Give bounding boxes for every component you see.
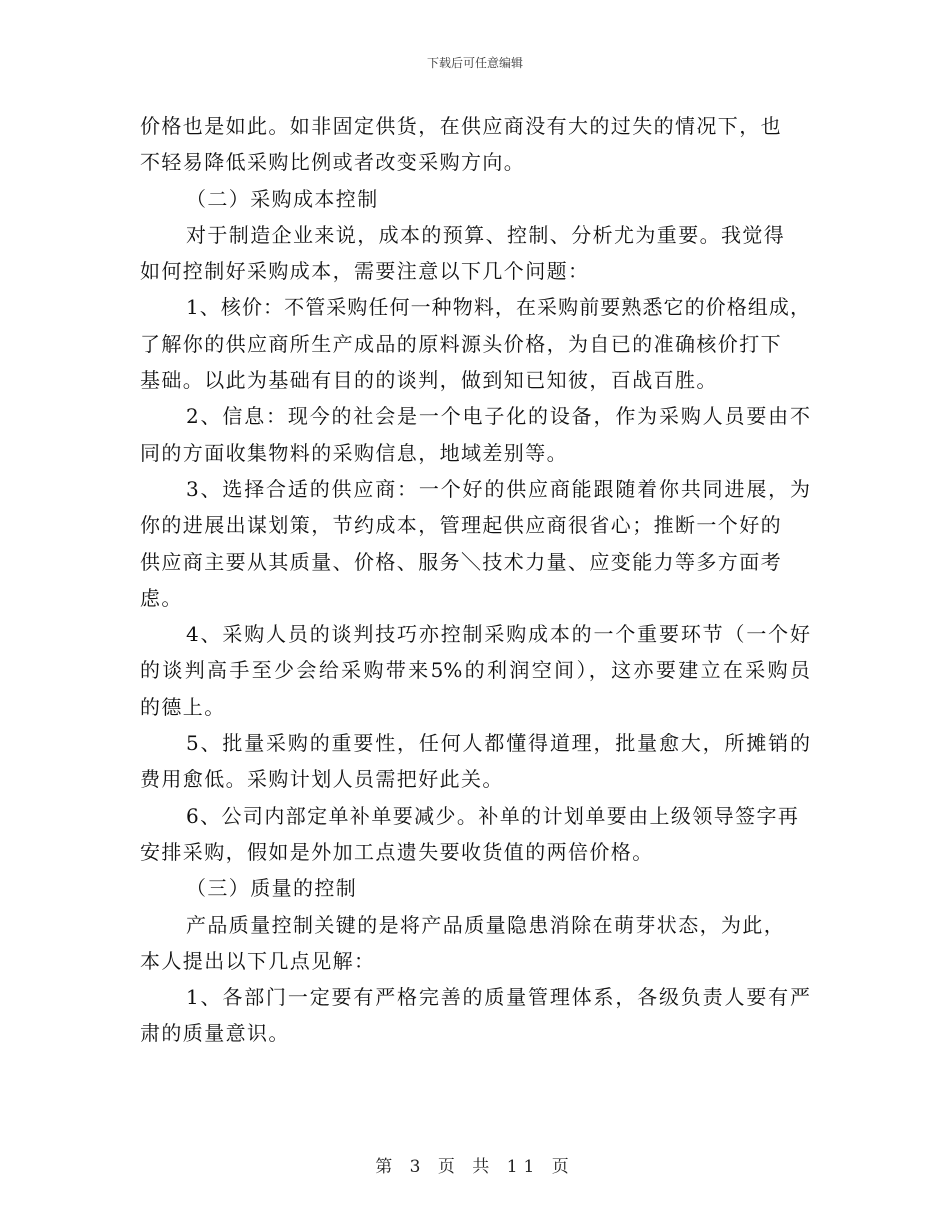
- text-line: 产品质量控制关键的是将产品质量隐患消除在萌芽状态，为此，: [186, 912, 786, 937]
- text-line: 如何控制好采购成本，需要注意以下几个问题：: [140, 259, 590, 284]
- page-footer: 第 3 页 共 11 页: [375, 1157, 575, 1177]
- list-item-line: 3、选择合适的供应商：一个好的供应商能跟随着你共同进展，为: [186, 476, 810, 501]
- list-item-line: 1、核价：不管采购任何一种物料，在采购前要熟悉它的价格组成，: [186, 295, 810, 320]
- list-item-line: 2、信息：现今的社会是一个电子化的设备，作为采购人员要由不: [186, 404, 810, 429]
- text-line: 价格也是如此。如非固定供货，在供应商没有大的过失的情况下，也: [140, 114, 782, 138]
- text-line: 对于制造企业来说，成本的预算、控制、分析尤为重要。我觉得: [186, 222, 786, 247]
- text-line: 虑。: [140, 585, 183, 610]
- text-line: 你的进展出谋划策，节约成本，管理起供应商很省心；推断一个好的: [140, 513, 782, 538]
- text-line: 同的方面收集物料的采购信息，地域差别等。: [140, 440, 568, 465]
- text-line: 了解你的供应商所生产成品的原料源头价格，为自已的准确核价打下: [140, 331, 782, 356]
- text-line: 不轻易降低采购比例或者改变采购方向。: [140, 150, 526, 175]
- list-item-line: 6、公司内部定单补单要减少。补单的计划单要由上级领导签字再: [186, 803, 800, 828]
- list-item-line: 1、各部门一定要有严格完善的质量管理体系，各级负责人要有严: [186, 985, 810, 1010]
- section-heading: （二）采购成本控制: [186, 186, 379, 211]
- text-line: 肃的质量意识。: [140, 1021, 290, 1046]
- text-line: 安排采购，假如是外加工点遗失要收货值的两倍价格。: [140, 839, 654, 864]
- section-heading: （三）质量的控制: [186, 876, 358, 901]
- list-item-line: 4、采购人员的谈判技巧亦控制采购成本的一个重要环节（一个好: [186, 622, 810, 647]
- text-line: 基础。以此为基础有目的的谈判，做到知已知彼，百战百胜。: [140, 368, 718, 393]
- page-header: 下载后可任意编辑: [426, 56, 523, 70]
- text-line: 供应商主要从其质量、价格、服务＼技术力量、应变能力等多方面考: [140, 549, 782, 574]
- list-item-line: 5、批量采购的重要性，任何人都懂得道理，批量愈大，所摊销的: [186, 731, 810, 756]
- text-line: 的德上。: [140, 694, 226, 719]
- text-line: 费用愈低。采购计划人员需把好此关。: [140, 767, 504, 792]
- text-line: 的谈判高手至少会给采购带来5%的利润空间），这亦要建立在采购员: [140, 658, 810, 683]
- text-line: 本人提出以下几点见解：: [140, 948, 376, 973]
- body-text: [140, 108, 810, 1052]
